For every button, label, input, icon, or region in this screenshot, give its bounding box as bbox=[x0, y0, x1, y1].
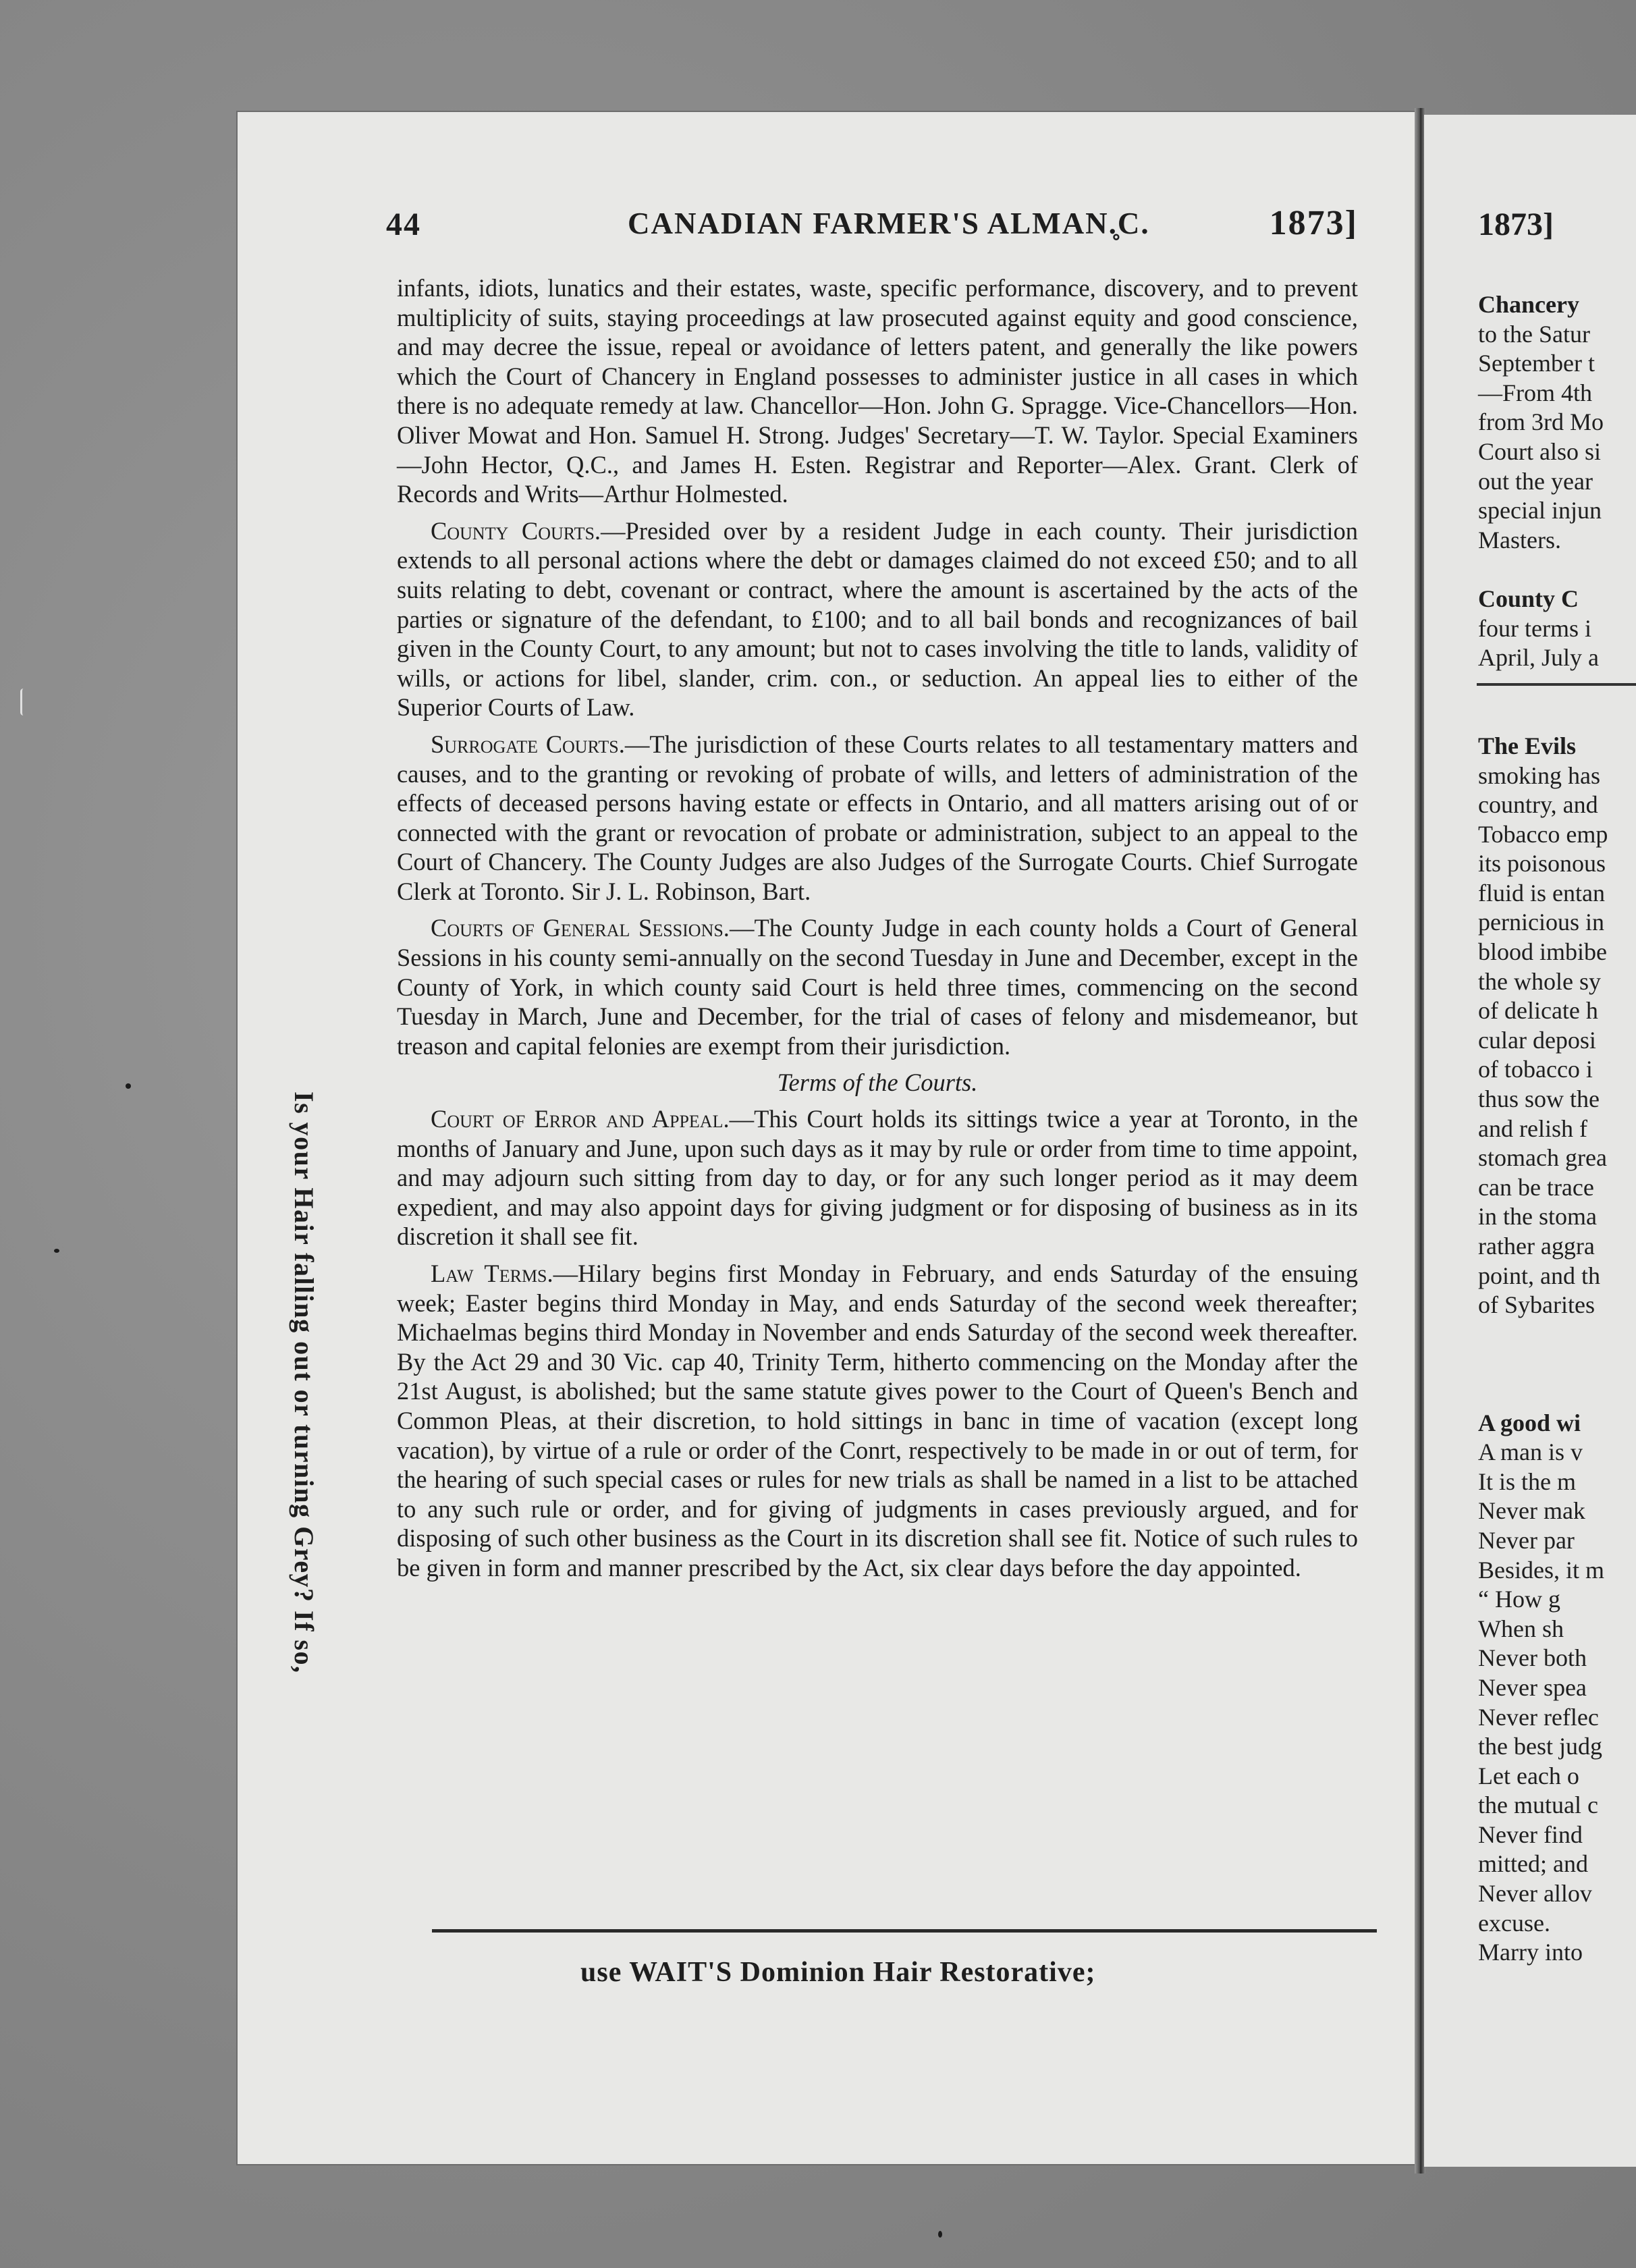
right-page-line: Masters. bbox=[1478, 526, 1561, 554]
right-page-line: When sh bbox=[1478, 1615, 1564, 1642]
right-page-line: cular deposi bbox=[1478, 1026, 1596, 1054]
section-head: Surrogate Courts. bbox=[431, 730, 625, 758]
paragraph-text: —The jurisdiction of these Courts relates to all testamentary matters and causes, and to the granting or revoking of probate of wills, and letters of administration of the effects of deceased persons having estate or effects in Ontario, and all matters arising out of or connected with the grant or revocation of probate or administration, subject to an appeal to the Court of Chancery. The County Judges are also Judges of the Surrogate Courts. Chief Surrogate Clerk at Toronto. Sir J. L. Robinson, Bart. bbox=[397, 730, 1358, 905]
section-head: Law Terms. bbox=[431, 1260, 553, 1287]
right-page-line: out the year bbox=[1478, 467, 1593, 495]
right-page-line bbox=[1478, 1379, 1636, 1409]
right-page-line bbox=[1478, 702, 1636, 732]
right-page-line: Never find bbox=[1478, 1820, 1583, 1848]
footer-advert: use WAIT'S Dominion Hair Restorative; bbox=[580, 1957, 1096, 1988]
right-page-line: from 3rd Mo bbox=[1478, 408, 1604, 436]
right-page-line: of tobacco i bbox=[1478, 1056, 1593, 1083]
paragraph-text: —This Court holds its sittings twice a year at Toronto, in the months of January and June, upon such days as it may by rule or order from time to time appoint, and may adjourn such sitting from day to day, or for any such longer period as it may deem expedient, and may also appoint days for giving judgment or for disposing of business as in its discretion it shall see fit. bbox=[397, 1105, 1359, 1251]
paragraph-law-terms bbox=[397, 1259, 1358, 1583]
right-page-line: the whole sy bbox=[1478, 967, 1601, 995]
right-page-line: Tobacco emp bbox=[1478, 820, 1608, 848]
footer-rule bbox=[432, 1929, 1377, 1933]
right-page-line bbox=[1478, 673, 1636, 703]
scan-speck bbox=[938, 2231, 942, 2238]
right-page-line: in the stoma bbox=[1478, 1203, 1597, 1231]
right-page-line: —From 4th bbox=[1478, 379, 1593, 406]
paragraph-surrogate-courts bbox=[397, 730, 1358, 907]
right-page-line: point, and th bbox=[1478, 1262, 1600, 1289]
right-page-line: Besides, it m bbox=[1478, 1556, 1604, 1584]
section-head: County Courts. bbox=[431, 516, 601, 545]
right-page-column bbox=[1478, 290, 1636, 1968]
paragraph-chancery-cont: infants, idiots, lunatics and their estates, waste, specific performance, discovery, and to prevent multiplicity of suits, staying proceedings at law prosecuted against equity and good conscience, and may decree the issue, repeal or avoidance of letters patent, and generally the like powers which the Court of Chancery in England possesses to administer justice in all cases in which there is no adequate remedy at law. Chancellor—Hon. John G. Spragge. Vice-Chancellors—Hon. Oliver Mowat and Hon. Samuel H. Strong. Judges' Secretary—T. W. Taylor. Special Examiners—John Hector, Q.C., and James H. Esten. Registrar and Reporter—Alex. Grant. Clerk of Records and Writs—Arthur Holmested. bbox=[397, 274, 1358, 508]
right-page-line: four terms i bbox=[1478, 614, 1591, 642]
right-page-line: to the Satur bbox=[1478, 320, 1590, 348]
side-advert: Is your Hair falling out or turning Grey? If so, bbox=[289, 1091, 319, 1674]
right-page-line: rather aggra bbox=[1478, 1233, 1595, 1260]
right-page-line: and relish f bbox=[1478, 1114, 1587, 1142]
right-page-line: “ How g bbox=[1478, 1586, 1560, 1613]
right-page-line: September t bbox=[1478, 350, 1595, 377]
right-page-line: A man is v bbox=[1478, 1438, 1583, 1466]
paragraph-text: —The County Judge in each county holds a Court of General Sessions in his county semi-annually on the second Tuesday in June and December, except in the County of York, in which county said Court is held three times, commencing on the second Tuesday in March, June and December, for the trial of cases of felony and misdemeanor, but treason and capital felonies are exempt from their jurisdiction. bbox=[397, 914, 1358, 1060]
right-page-line: Let each o bbox=[1478, 1762, 1579, 1789]
paragraph-error-appeal bbox=[397, 1104, 1358, 1251]
right-page-line: of Sybarites bbox=[1478, 1291, 1595, 1319]
right-page-line: The Evils bbox=[1478, 732, 1577, 759]
right-page-line bbox=[1478, 555, 1636, 585]
right-page-line: Court also si bbox=[1478, 437, 1602, 465]
right-page-line: Never spea bbox=[1478, 1673, 1587, 1701]
right-page-line: can be trace bbox=[1478, 1173, 1594, 1201]
paragraph-text: —Hilary begins first Monday in February, and ends Saturday of the ensuing week; Easter begins third Monday in May, and ends Saturday of the second week thereafter; Michaelmas begins third Monday in November and ends Saturday of the second week thereafter. By the Act 29 and 30 Vic. cap 40, Trinity Term, hitherto commencing on the Monday after the 21st August, is abolished; but the same statute gives power to the Court of Queen's Bench and Common Pleas, at their discretion, to hold sittings in banc in time of vacation (except long vacation), by virtue of a rule or order of the Conrt, respectively to be made in or out of term, for the hearing of such special cases or rules for new trials as shall be named in a list to be attached to any such rule or order, and for giving of judgments in cases previously argued, and for disposing of such other business as the Court in its discretion shall see fit. Notice of such rules to be given in form and manner prescribed by the Act, six clear days before the day appointed. bbox=[397, 1260, 1359, 1582]
right-page-line: country, and bbox=[1478, 791, 1598, 819]
section-head: Courts of General Sessions. bbox=[431, 914, 730, 942]
running-title: CANADIAN FARMER'S ALMAN.̥C. bbox=[628, 207, 1150, 240]
paragraph-general-sessions bbox=[397, 913, 1358, 1060]
right-page-line: Marry into bbox=[1478, 1939, 1583, 1966]
right-page-year: 1873] bbox=[1478, 207, 1554, 242]
section-head: Court of Error and Appeal. bbox=[431, 1105, 730, 1133]
terms-heading: Terms of the Courts. bbox=[777, 1069, 978, 1097]
right-page-line: Never reflec bbox=[1478, 1703, 1599, 1731]
scan-mark bbox=[20, 688, 26, 716]
header-year: 1873] bbox=[1269, 204, 1358, 242]
right-page-line: April, July a bbox=[1478, 644, 1599, 672]
right-page-line: Never mak bbox=[1478, 1497, 1585, 1525]
right-page-line bbox=[1478, 1320, 1636, 1350]
main-text-column bbox=[397, 273, 1358, 1590]
scan-speck bbox=[126, 1083, 131, 1089]
right-page-line: Never allov bbox=[1478, 1880, 1592, 1908]
right-page-line: Chancery bbox=[1478, 291, 1579, 318]
right-page-line: smoking has bbox=[1478, 761, 1601, 789]
paragraph-county-courts bbox=[397, 516, 1358, 722]
right-page-line: A good wi bbox=[1478, 1409, 1581, 1436]
right-page-line: of delicate h bbox=[1478, 997, 1598, 1025]
right-page-line: its poisonous bbox=[1478, 850, 1606, 878]
right-page-line: It is the m bbox=[1478, 1467, 1576, 1495]
right-page-line: excuse. bbox=[1478, 1909, 1550, 1937]
right-page-line: County C bbox=[1478, 585, 1579, 612]
right-page-line bbox=[1478, 1349, 1636, 1379]
right-page-line: the mutual c bbox=[1478, 1791, 1598, 1819]
right-page-line: the best judg bbox=[1478, 1733, 1602, 1760]
right-page-line: mitted; and bbox=[1478, 1850, 1588, 1878]
right-page-line: Never par bbox=[1478, 1526, 1575, 1554]
page-header bbox=[386, 206, 1358, 253]
right-page-line: stomach grea bbox=[1478, 1144, 1607, 1172]
right-page-line: Never both bbox=[1478, 1644, 1587, 1672]
right-page-line: thus sow the bbox=[1478, 1085, 1600, 1113]
right-page-line: special injun bbox=[1478, 497, 1602, 524]
page-number: 44 bbox=[386, 207, 421, 242]
right-page-line: blood imbibe bbox=[1478, 938, 1607, 966]
right-page-line: fluid is entan bbox=[1478, 879, 1605, 907]
right-page-line: pernicious in bbox=[1478, 909, 1604, 936]
scan-speck bbox=[54, 1249, 59, 1253]
paragraph-text: —Presided over by a resident Judge in each county. Their jurisdiction extends to all personal actions where the debt or damages claimed do not exceed £50; and to all suits relating to debt, covenant or contract, where the amount is ascertained by the acts of the parties or signature of the defendant, to £100; and to all bail bonds and recognizances of bail given in the County Court, to any amount; but not to cases involving the title to lands, validity of wills, or actions for libel, slander, crim. con., or seduction. An appeal lies to either of the Superior Courts of Law. bbox=[397, 516, 1358, 722]
